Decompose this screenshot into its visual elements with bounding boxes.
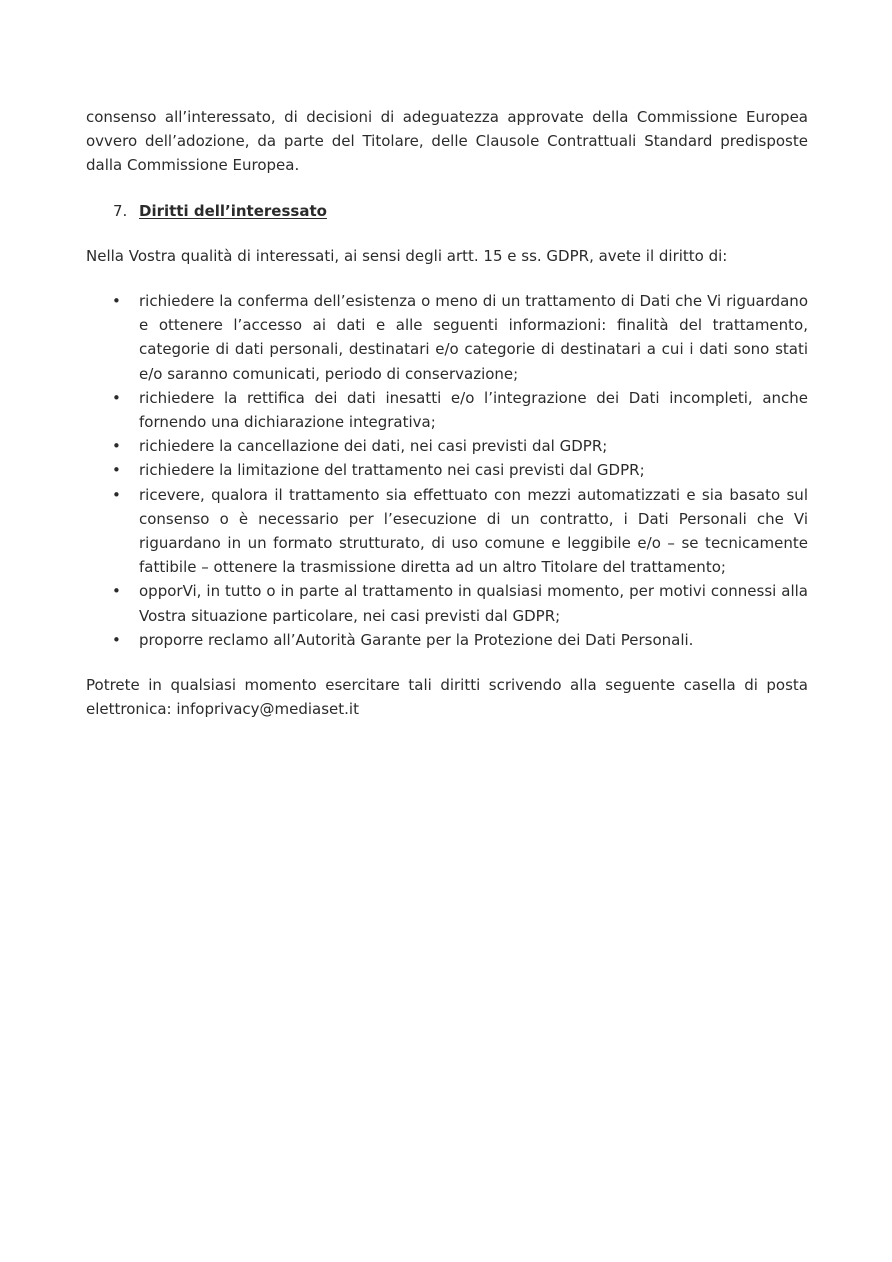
rights-item-text: ricevere, qualora il trattamento sia effettuato con mezzi automatizzati e sia basato sul consenso o è necessario per l’esecuzione di un contratto, i Dati Personali che Vi riguardano in un formato strutturato, di uso comune e leggibile e/o – se tecnicamente fattibile – ottenere la trasmissione diretta ad un altro Titolare del trattamento; [139, 485, 808, 577]
rights-list-item [86, 458, 808, 482]
section-number: 7. [113, 201, 128, 220]
rights-item-text: richiedere la conferma dell’esistenza o meno di un trattamento di Dati che Vi riguardano e ottenere l’accesso ai dati e alle seguenti informazioni: finalità del trattamento, categorie di dati personali, destinatari e/o categorie di destinatari a cui i dati sono stati e/o saranno comunicati, periodo di conservazione; [139, 292, 808, 383]
bullet-icon: • [112, 485, 121, 504]
rights-list-item [86, 579, 808, 627]
rights-list-item [86, 289, 808, 386]
closing-paragraph: Potrete in qualsiasi momento esercitare tali diritti scrivendo alla seguente casella di posta elettronica: infoprivacy@mediaset.it [86, 676, 808, 719]
rights-item-text: opporVi, in tutto o in parte al trattamento in qualsiasi momento, per motivi connessi alla Vostra situazione particolare, nei casi previsti dal GDPR; [139, 582, 808, 625]
rights-list-item [86, 386, 808, 434]
rights-list-item [86, 628, 808, 652]
rights-item-text: proporre reclamo all’Autorità Garante per la Protezione dei Dati Personali. [139, 630, 694, 649]
bullet-icon: • [112, 437, 121, 456]
rights-item-text: richiedere la cancellazione dei dati, nei casi previsti dal GDPR; [139, 437, 608, 456]
bullet-icon: • [112, 292, 121, 310]
section-title: Diritti dell’interessato [139, 201, 327, 220]
bullet-icon: • [112, 630, 121, 649]
document-body [86, 105, 808, 721]
rights-item-text: richiedere la rettifica dei dati inesatti e/o l’integrazione dei Dati incompleti, anche fornendo una dichiarazione integrativa; [139, 388, 808, 432]
intro-paragraph: Nella Vostra qualità di interessati, ai sensi degli artt. 15 e ss. GDPR, avete il diritto di: [86, 246, 728, 265]
bullet-icon: • [112, 388, 121, 407]
bullet-icon: • [112, 461, 121, 480]
rights-list-item [86, 483, 808, 580]
section-heading [86, 199, 808, 223]
rights-list-item [86, 434, 808, 458]
bullet-icon: • [112, 582, 121, 601]
rights-list [86, 289, 808, 652]
continuation-paragraph: consenso all’interessato, di decisioni di adeguatezza approvate della Commissione Europea ovvero dell’adozione, da parte del Titolare, delle Clausole Contrattuali Standard predisposte dalla Commissione Europea. [86, 108, 808, 175]
rights-item-text: richiedere la limitazione del trattamento nei casi previsti dal GDPR; [139, 461, 645, 480]
